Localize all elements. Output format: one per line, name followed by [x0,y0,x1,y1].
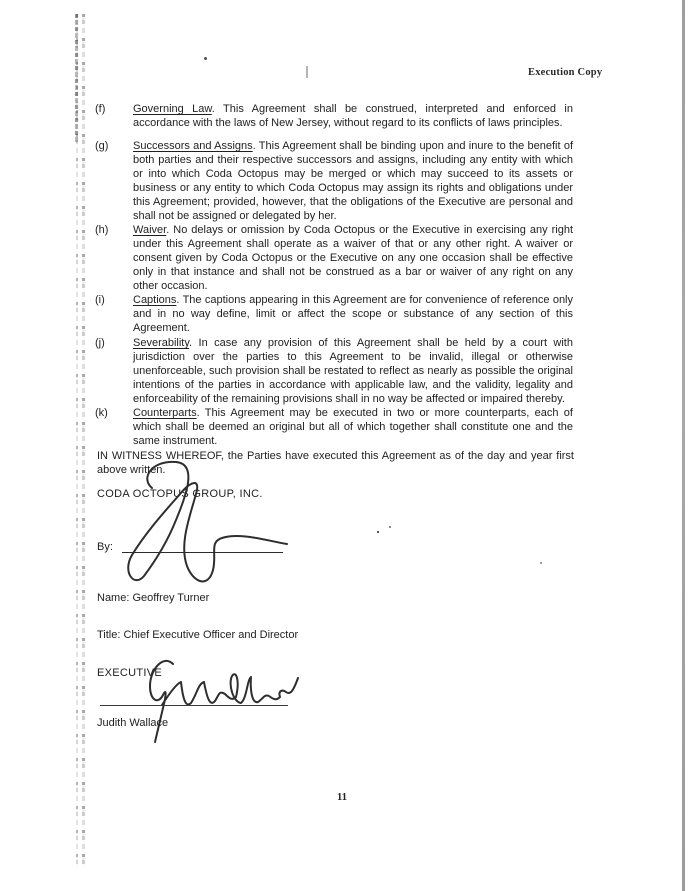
witness-paragraph: IN WITNESS WHEREOF, the Parties have executed this Agreement as of the day and year first above written. [97,450,574,476]
by-label: By: [97,541,113,553]
clause-heading: Governing Law [133,103,212,115]
clause-body: . No delays or omission by Coda Octopus or the Executive in exercising any right under this Agreement shall operate as a waiver of that or any other right. A waiver or consent given by Coda Octopus or the Executive on any one occasion shall be effective only in that instance and shall not be construed as a bar or waiver of any right on any other occasion. [133,224,573,292]
clause-item [95,103,573,131]
clause-label: (k) [95,407,108,419]
scan-speck [306,66,308,78]
clause-text [133,294,573,336]
scan-artifact-right-edge [682,0,685,891]
company-signature [110,452,310,592]
clause-body: . The captions appearing in this Agreement are for convenience of reference only and in no way define, limit or affect the scope or substance of any section of this Agreement. [133,294,573,334]
clause-item [95,407,573,449]
company-signature-line [122,552,283,553]
clause-label: (i) [95,294,105,306]
clause-text [133,407,573,449]
scan-speck [540,562,542,564]
scan-speck [204,57,207,60]
clause-heading: Captions [133,294,177,306]
executive-signature [135,650,305,745]
scan-speck [377,531,379,533]
clause-heading: Severability [133,337,190,349]
clause-item [95,224,573,294]
clause-text [133,140,573,223]
execution-copy-label: Execution Copy [528,67,603,78]
clause-text [133,224,573,294]
clause-heading: Successors and Assigns [133,140,253,152]
executive-signature-line [100,705,288,706]
clause-text [133,103,573,131]
clause-label: (j) [95,337,105,349]
clause-body: . In case any provision of this Agreement shall be held by a court with jurisdiction over the parties to this Agreement to be invalid, illegal or otherwise unenforceable, such provision shall be restated to reflect as nearly as possible the original intentions of the parties in accordance with applicable law, and the validity, legality and enforceability of the remaining provisions shall in no way be affected or impaired thereby. [133,337,573,405]
company-name: CODA OCTOPUS GROUP, INC. [97,488,263,500]
clause-label: (f) [95,103,106,115]
scan-artifact-stripe-right [82,14,85,868]
clause-heading: Counterparts [133,407,197,419]
clause-body: . This Agreement shall be binding upon and inure to the benefit of both parties and their respective successors and assigns, including any entity with which or into which Coda Octopus may be merged or which may succeed to its assets or business or any entity to which Coda Octopus may assign its rights and obligations under this Agreement; provided, however, that the obligations of the Executive are personal and shall not be assigned or delegated by her. [133,140,573,222]
executive-label: EXECUTIVE [97,667,163,679]
title-line: Title: Chief Executive Officer and Director [97,629,299,641]
clause-item [95,337,573,407]
executive-signer-name: Judith Wallace [97,717,169,729]
clause-body: . This Agreement may be executed in two or more counterparts, each of which shall be deemed an original but all of which together shall constitute one and the same instrument. [133,407,573,447]
clause-item [95,140,573,223]
clause-label: (g) [95,140,109,152]
clause-label: (h) [95,224,109,236]
clause-heading: Waiver [133,224,167,236]
clause-item [95,294,573,336]
clause-body: . This Agreement shall be construed, interpreted and enforced in accordance with the laws of New Jersey, without regard to its conflicts of laws principles. [133,103,573,129]
scan-speck [389,526,391,528]
page-number: 11 [337,792,347,803]
clause-text [133,337,573,407]
name-line: Name: Geoffrey Turner [97,592,210,604]
